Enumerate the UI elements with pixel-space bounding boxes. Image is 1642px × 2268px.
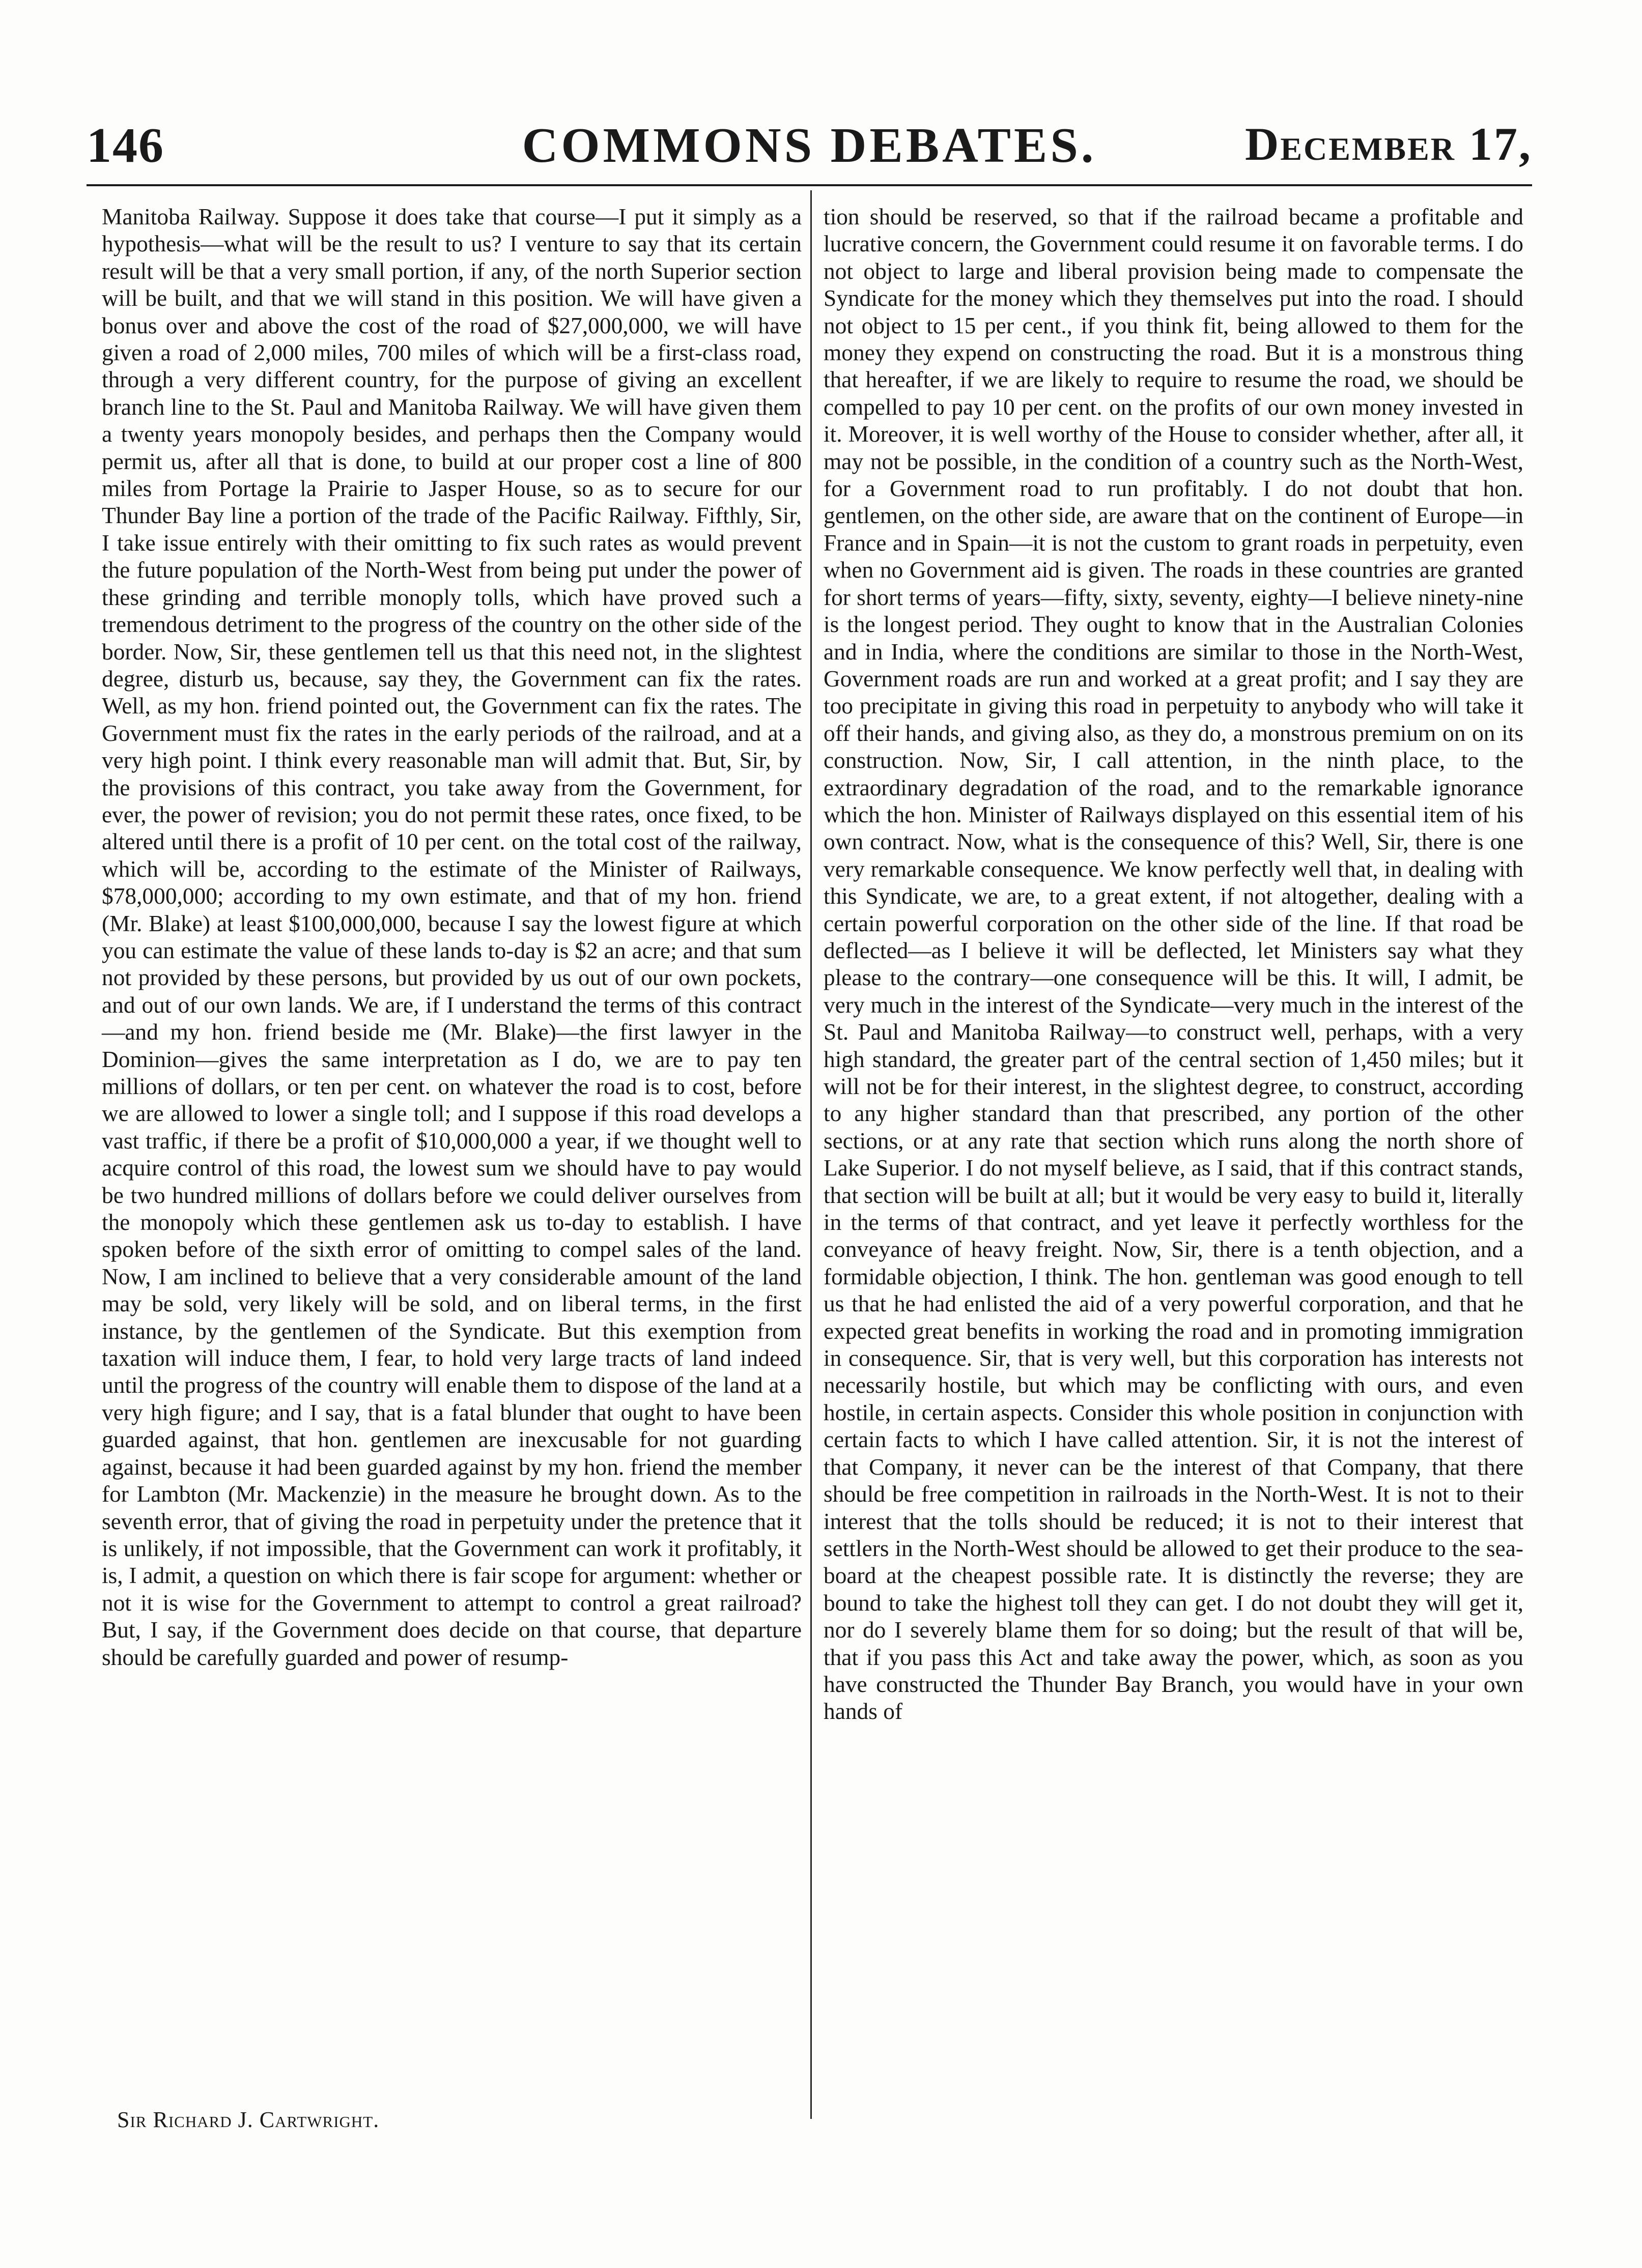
right-column-text: tion should be reserved, so that if the railroad became a profitable and lucrative concern, the Government could resume it on favorable terms. I do not object to large and liberal provision being made to compensate the Syndicate for the money which they themselves put into the road. I should not object to 15 per cent., if you think fit, being allowed to them for the money they expend on constructing the road. But it is a monstrous thing that hereafter, if we are likely to require to resume the road, we should be compelled to pay 10 per cent. on the profits of our own money invested in it. Moreover, it is well worthy of the House to consider whether, after all, it may not be possible, in the condition of a country such as the North-West, for a Government road to run profitably. I do not doubt that hon. gentlemen, on the other side, are aware that on the continent of Europe—in France and in Spain—it is not the custom to grant roads in perpetuity, even when no Government aid is given. The roads in these countries are granted for short terms of years—fifty, sixty, seventy, eighty—I believe ninety-nine is the longest period. They ought to know that in the Australian Colonies and in India, where the conditions are similar to those in the North-West, Government roads are run and worked at a great profit; and I say they are too precipitate in giving this road in perpetuity to anybody who will take it off their hands, and giving also, as they do, a monstrous premium on on its construction. Now, Sir, I call attention, in the ninth place, to the extraordinary degradation of the road, and to the remarkable ignorance which the hon. Minister of Railways displayed on this essential item of his own contract. Now, what is the consequence of this? Well, Sir, there is one very remarkable consequence. We know perfectly well that, in dealing with this Syndicate, we are, to a great extent, if not altogether, dealing with a certain powerful corporation on the other side of the line. If that road be deflected—as I believe it will be deflected, let Ministers say what they please to the contrary—one consequence will be this. It will, I admit, be very much in the interest of the Syndicate—very much in the interest of the St. Paul and Manitoba Railway—to construct well, perhaps, with a very high standard, the greater part of the central section of 1,450 miles; but it will not be for their interest, in the slightest degree, to construct, according to any higher standard than that prescribed, any portion of the other sections, or at any rate that section which runs along the north shore of Lake Superior. I do not myself believe, as I said, that if this contract stands, that section will be built at all; but it would be very easy to build it, literally in the terms of that contract, and yet leave it perfectly worthless for the conveyance of heavy freight. Now, Sir, there is a tenth objection, and a formidable objection, I think. The hon. gentleman was good enough to tell us that he had enlisted the aid of a very powerful corporation, and that he expected great benefits in working the road and in promoting immigration in consequence. Sir, that is very well, but this corporation has interests not necessarily hostile, but which may be conflicting with ours, and even hostile, in certain aspects. Consider this whole position in conjunction with certain facts to which I have called attention. Sir, it is not the interest of that Company, it never can be the interest of that Company, that there should be free competition in railroads in the North-West. It is not to their interest that the tolls should be reduced; it is not to their interest that settlers in the North-West should be allowed to get their produce to the sea-board at the cheapest possible rate. It is distinctly the reverse; they are bound to take the highest toll they can get. I do not doubt they will get it, nor do I severely blame them for so doing; but the result of that will be, that if you pass this Act and take away the power, which, as soon as you have constructed the Thunder Bay Branch, you would have in your own hands of [824,204,1523,1725]
right-column [824,204,1523,1726]
page-number: 146 [87,118,164,173]
header-date: December 17, [1244,118,1532,170]
page-header [87,117,1532,173]
header-rule [87,184,1532,186]
running-title: COMMONS DEBATES. [522,118,1097,173]
speaker-footer: Sir Richard J. Cartwright. [117,2107,380,2132]
left-column-text: Manitoba Railway. Suppose it does take that course—I put it simply as a hypothesis—what will be the result to us? I venture to say that its certain result will be that a very small portion, if any, of the north Superior section will be built, and that we will stand in this position. We will have given a bonus over and above the cost of the road of $27,000,000, we will have given a road of 2,000 miles, 700 miles of which will be a first-class road, through a very different country, for the purpose of giving an excellent branch line to the St. Paul and Manitoba Railway. We will have given them a twenty years monopoly besides, and perhaps then the Company would permit us, after all that is done, to build at our proper cost a line of 800 miles from Portage la Prairie to Jasper House, so as to secure for our Thunder Bay line a portion of the trade of the Pacific Railway. Fifthly, Sir, I take issue entirely with their omitting to fix such rates as would prevent the future population of the North-West from being put under the power of these grinding and terrible monoply tolls, which have proved such a tremendous detriment to the progress of the country on the other side of the border. Now, Sir, these gentlemen tell us that this need not, in the slightest degree, disturb us, because, say they, the Government can fix the rates. Well, as my hon. friend pointed out, the Government can fix the rates. The Government must fix the rates in the early periods of the railroad, and at a very high point. I think every reasonable man will admit that. But, Sir, by the provisions of this contract, you take away from the Government, for ever, the power of revision; you do not permit these rates, once fixed, to be altered until there is a profit of 10 per cent. on the total cost of the railway, which will be, according to the estimate of the Minister of Railways, $78,000,000; according to my own estimate, and that of my hon. friend (Mr. Blake) at least $100,000,000, because I say the lowest figure at which you can estimate the value of these lands to-day is $2 an acre; and that sum not provided by these persons, but provided by us out of our own pockets, and out of our own lands. We are, if I understand the terms of this contract—and my hon. friend beside me (Mr. Blake)—the first lawyer in the Dominion—gives the same interpretation as I do, we are to pay ten millions of dollars, or ten per cent. on whatever the road is to cost, before we are allowed to lower a single toll; and I suppose if this road develops a vast traffic, if there be a profit of $10,000,000 a year, if we thought well to acquire control of this road, the lowest sum we should have to pay would be two hundred millions of dollars before we could deliver ourselves from the monopoly which these gentlemen ask us to-day to establish. I have spoken before of the sixth error of omitting to compel sales of the land. Now, I am inclined to believe that a very considerable amount of the land may be sold, very likely will be sold, and on liberal terms, in the first instance, by the gentlemen of the Syndicate. But this exemption from taxation will induce them, I fear, to hold very large tracts of land indeed until the progress of the country will enable them to dispose of the land at a very high figure; and I say, that is a fatal blunder that ought to have been guarded against, that hon. gentlemen are inexcusable for not guarding against, because it had been guarded against by my hon. friend the member for Lambton (Mr. Mackenzie) in the measure he brought down. As to the seventh error, that of giving the road in perpetuity under the pretence that it is unlikely, if not impossible, that the Government can work it profitably, it is, I admit, a question on which there is fair scope for argument: whether or not it is wise for the Government to attempt to control a great railroad? But, I say, if the Government does decide on that course, that departure should be carefully guarded and power of resump- [102,204,802,1670]
left-column [102,204,802,1671]
column-divider [810,190,812,2119]
